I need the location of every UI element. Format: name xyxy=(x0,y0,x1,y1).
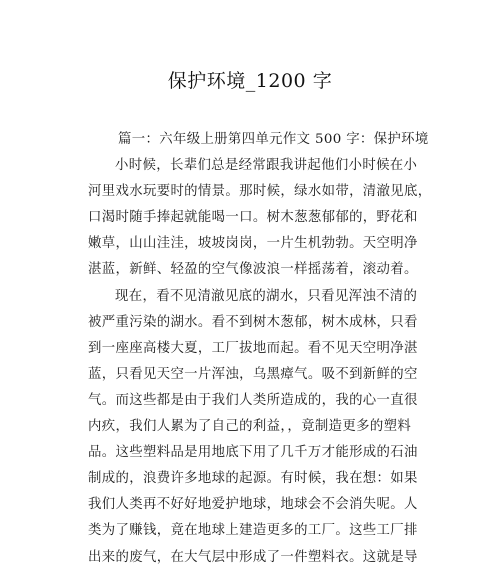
text-line: 出来的废气，在大气层中形成了一件塑料衣。这就是导 xyxy=(88,549,418,565)
text-line: 湛蓝，新鲜、轻盈的空气像波浪一样摇荡着，滚动着。 xyxy=(88,262,418,278)
text-line: 河里戏水玩要时的情景。那时候，绿水如带，清澈见底， xyxy=(88,184,432,200)
section-heading: 篇一：六年级上册第四单元作文 500 字：保护环境 xyxy=(118,132,429,147)
text-line: 气。而这些都是由于我们人类所造成的，我的心一直很 xyxy=(88,392,418,408)
text-line: 制成的，浪费许多地球的起源。有时候，我在想：如果 xyxy=(88,471,418,487)
text-line: 内疚，我们人累为了自己的利益，，竟制造更多的塑料 xyxy=(88,419,412,435)
text-line: 小时候，长辈们总是经常跟我讲起他们小时候在小 xyxy=(115,158,418,174)
text-line: 被严重污染的湖水。看不到树木葱郁，树木成林，只看 xyxy=(88,314,418,330)
text-line: 现在，看不见清澈见底的湖水，只看见浑浊不清的 xyxy=(115,288,418,304)
text-line: 嫩草，山山洼洼，坡坡岗岗，一片生机勃勃。天空明净 xyxy=(88,236,418,252)
text-line: 口渴时随手捧起就能喝一口。树木葱葱郁郁的，野花和 xyxy=(88,210,418,226)
text-line: 蓝，只看见天空一片浑浊，乌黑瘴气。吸不到新鲜的空 xyxy=(88,366,418,382)
document-body xyxy=(88,127,432,571)
text-line: 我们人类再不好好地爱护地球，地球会不会消失呢。人 xyxy=(88,497,418,513)
text-line: 到一座座高楼大夏，工厂拔地而起。看不见天空明净湛 xyxy=(88,340,418,356)
text-line: 类为了赚钱，竟在地球上建造更多的工厂。这些工厂排 xyxy=(88,523,418,539)
page-title: 保护环境_1200 字 xyxy=(167,70,333,92)
text-line: 品。这些塑料品是用地底下用了几千万才能形成的石油 xyxy=(88,445,418,461)
